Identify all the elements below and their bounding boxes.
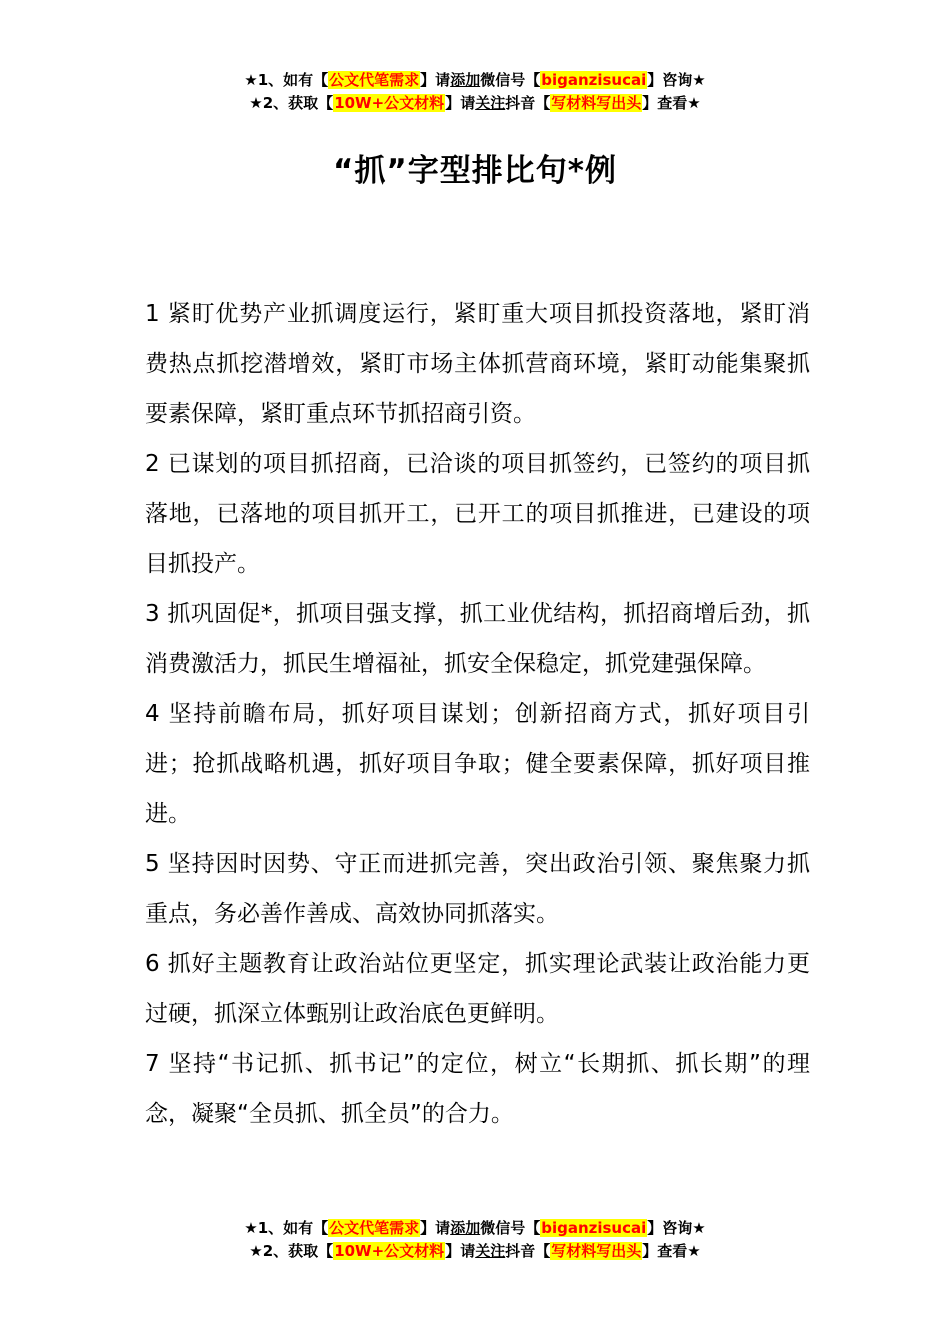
promo-underline: 添加: [450, 1219, 481, 1237]
promo-text: 】请: [420, 71, 451, 89]
paragraph-3: 3 抓巩固促*，抓项目强支撑，抓工业优结构，抓招商增后劲，抓消费激活力，抓民生增福祉，抓安全保稳定，抓党建强保障。: [145, 601, 810, 677]
paragraph-2: 2 已谋划的项目抓招商，已洽谈的项目抓签约，已签约的项目抓落地，已落地的项目抓开工，已开工的项目抓推进，已建设的项目抓投产。: [145, 451, 810, 577]
promo-line-1: [0, 69, 950, 92]
paragraph-5: 5 坚持因时因势、守正而进抓完善，突出政治引领、聚焦聚力抓重点，务必善作善成、高效协同抓落实。: [145, 851, 810, 927]
promo-highlight: 写材料写出头: [551, 94, 642, 112]
promo-text: 】请: [445, 1242, 476, 1260]
document-body: [145, 289, 810, 1139]
promo-text: 微信号【: [480, 1219, 541, 1237]
promo-text: ★2、获取【: [249, 1242, 334, 1260]
promo-text: 】请: [445, 94, 476, 112]
paragraph-4: 4 坚持前瞻布局，抓好项目谋划；创新招商方式，抓好项目引进；抢抓战略机遇，抓好项目争取；健全要素保障，抓好项目推进。: [145, 701, 810, 827]
promo-text: ★2、获取【: [249, 94, 334, 112]
promo-line-1: [0, 1217, 950, 1240]
paragraph-1: 1 紧盯优势产业抓调度运行，紧盯重大项目抓投资落地，紧盯消费热点抓挖潜增效，紧盯市场主体抓营商环境，紧盯动能集聚抓要素保障，紧盯重点环节抓招商引资。: [145, 301, 810, 427]
promo-highlight: 公文代笔需求: [329, 71, 420, 89]
promo-text: 抖音【: [505, 1242, 551, 1260]
promo-line-2: [0, 92, 950, 115]
promo-highlight: 写材料写出头: [551, 1242, 642, 1260]
promo-highlight: biganzisucai: [541, 1219, 647, 1237]
promo-text: 微信号【: [480, 71, 541, 89]
page-title: “抓”字型排比句*例: [333, 153, 617, 189]
promo-text: ★1、如有【: [244, 1219, 329, 1237]
promo-highlight: 10W+公文材料: [334, 1242, 445, 1260]
promo-header: [0, 69, 950, 115]
promo-text: ★1、如有【: [244, 71, 329, 89]
promo-text: 】咨询★: [647, 1219, 706, 1237]
promo-line-2: [0, 1240, 950, 1263]
promo-text: 】咨询★: [647, 71, 706, 89]
paragraph-7: 7 坚持“书记抓、抓书记”的定位，树立“长期抓、抓长期”的理念，凝聚“全员抓、抓全员”的合力。: [145, 1051, 810, 1127]
promo-footer: [0, 1217, 950, 1263]
promo-text: 抖音【: [505, 94, 551, 112]
promo-text: 】查看★: [642, 94, 701, 112]
paragraph-6: 6 抓好主题教育让政治站位更坚定，抓实理论武装让政治能力更过硬，抓深立体甄别让政治底色更鲜明。: [145, 951, 810, 1027]
promo-highlight: biganzisucai: [541, 71, 647, 89]
promo-underline: 关注: [475, 1242, 506, 1260]
promo-text: 】查看★: [642, 1242, 701, 1260]
promo-text: 】请: [420, 1219, 451, 1237]
promo-underline: 关注: [475, 94, 506, 112]
promo-highlight: 公文代笔需求: [329, 1219, 420, 1237]
promo-underline: 添加: [450, 71, 481, 89]
promo-highlight: 10W+公文材料: [334, 94, 445, 112]
